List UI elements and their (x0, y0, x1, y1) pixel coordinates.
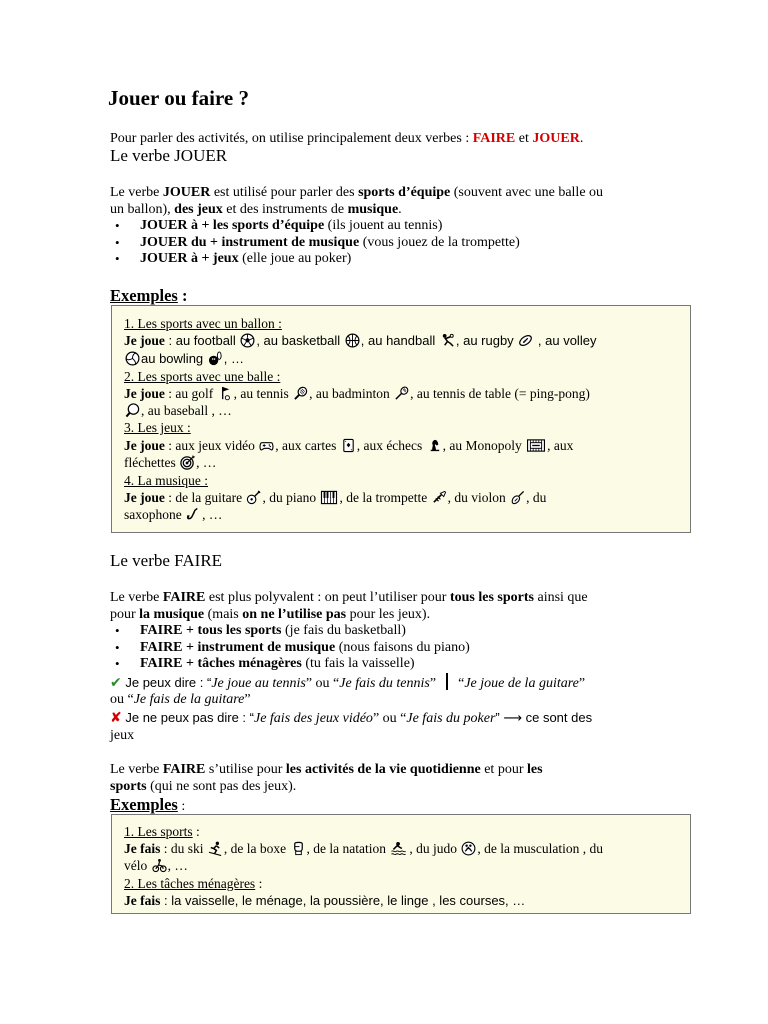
text: , de la boxe (223, 841, 290, 856)
badminton-icon (394, 386, 409, 401)
text: 2. Les tâches ménagères (124, 876, 256, 891)
text: : au football (164, 333, 240, 348)
text: et des instruments de (222, 202, 348, 217)
box1-line-12 (124, 506, 222, 523)
gamepad-icon (259, 438, 274, 453)
text: : aux jeux vidéo (164, 438, 259, 453)
text-bold: sports d’équipe (358, 185, 451, 200)
jouer-paragraph-1 (110, 184, 603, 201)
text-bold: Je joue (124, 333, 165, 348)
judo-icon (461, 841, 476, 856)
exemples-label: Exemples (110, 795, 178, 814)
text-bold: Je joue (124, 490, 165, 505)
text-bold: des jeux (174, 202, 223, 217)
text: (souvent avec une balle ou (450, 185, 604, 200)
list-item (110, 640, 470, 657)
text: (mais (204, 607, 243, 622)
bullet-bold: JOUER du + instrument de musique (140, 234, 360, 250)
text-italic: Je fais de la guitare (133, 692, 245, 707)
text: ” ou “ (372, 711, 407, 726)
football-icon (240, 333, 255, 348)
text-bold: tous les sports (449, 590, 534, 605)
boxing-icon (291, 841, 306, 856)
text: et pour (480, 762, 527, 777)
intro-et: et (515, 131, 533, 146)
text: , de la natation (306, 841, 390, 856)
text: “ (458, 676, 465, 691)
text: fléchettes (124, 455, 180, 470)
handball-icon (440, 333, 455, 348)
text: Le verbe (110, 590, 163, 605)
text: : (192, 824, 200, 839)
text: , de la trompette (339, 490, 431, 505)
rugby-icon (518, 333, 533, 348)
golf-icon (218, 386, 233, 401)
intro-jouer: JOUER (532, 131, 580, 146)
text: ” (429, 676, 437, 691)
list-item (110, 251, 520, 268)
box1-line-9 (124, 454, 216, 471)
text-bold: les activités de la vie quotidienne (285, 762, 481, 777)
text-bold: les (526, 762, 543, 777)
separator-bar (446, 673, 448, 690)
text: : au golf (164, 386, 217, 401)
text: un ballon), (110, 202, 175, 217)
text: pour (110, 607, 140, 622)
text: , au baseball , … (141, 403, 232, 418)
text: Le verbe (110, 762, 163, 777)
cards-icon (341, 438, 356, 453)
text: , … (202, 507, 223, 522)
text: vélo (124, 858, 151, 873)
text-bold: la musique (139, 607, 205, 622)
bullet-bold: FAIRE + tâches ménagères (140, 656, 302, 671)
faire-paragraph-3 (110, 761, 543, 778)
text-bold: JOUER (162, 185, 211, 200)
text: ” (244, 692, 251, 707)
basketball-icon (345, 333, 360, 348)
text: , aux cartes (275, 438, 340, 453)
text-bold: Je joue (124, 438, 165, 453)
check-icon: ✔ (110, 675, 122, 691)
text: : la vaisselle, le ménage, la poussière, le linge , les courses, … (160, 893, 526, 908)
list-item (110, 235, 520, 252)
text: , … (223, 351, 245, 366)
box1-line-7 (124, 419, 191, 436)
text: , au tennis de table (= ping-pong) (410, 386, 590, 401)
skiing-icon (208, 841, 223, 856)
text: : du ski (160, 841, 207, 856)
bullet-bold: JOUER à + les sports d’équipe (140, 218, 325, 233)
intro-end: . (579, 131, 584, 146)
text: est utilisé pour parler des (210, 185, 359, 200)
text: 1. Les sports (124, 824, 193, 839)
correct-usage-line (110, 673, 585, 692)
box1-line-1 (124, 315, 282, 332)
text: ” (578, 676, 586, 691)
text-bold: FAIRE (162, 590, 206, 605)
text: ainsi que (533, 590, 588, 605)
incorrect-usage-line-2 (110, 727, 134, 744)
text-italic: Je joue de la guitare (464, 676, 579, 691)
box1-line-8 (124, 437, 573, 454)
box2-line-3 (124, 857, 188, 874)
bullet-rest: (tu fais la vaisselle) (301, 656, 415, 671)
bullet-bold: FAIRE + instrument de musique (140, 639, 336, 655)
intro-text: Pour parler des activités, on utilise principalement deux verbes : (110, 131, 473, 146)
text: 4. La musique : (124, 473, 208, 488)
text: 1. Les sports avec un ballon : (124, 316, 282, 331)
bullet-bold: JOUER à + jeux (140, 251, 239, 266)
text: ” ⟶ ce sont des (495, 710, 593, 725)
cross-icon: ✘ (110, 710, 122, 726)
bicycle-icon (152, 858, 167, 873)
jouer-heading: Le verbe JOUER (110, 146, 228, 165)
text: : de la guitare (164, 490, 246, 505)
text: ” ou “ (305, 676, 340, 691)
exemples-heading-2 (110, 795, 185, 815)
text-bold: FAIRE (162, 762, 206, 777)
text: saxophone (124, 507, 186, 522)
box1-line-4 (124, 368, 280, 385)
correct-usage-line-2 (110, 691, 251, 708)
incorrect-usage-line (110, 709, 592, 727)
text: , … (167, 858, 188, 873)
tennis-icon (293, 386, 308, 401)
box2-line-4 (124, 875, 262, 892)
intro-paragraph (110, 130, 583, 147)
text: Je peux dire : “ (121, 675, 212, 690)
box1-line-11 (124, 489, 546, 506)
list-item (110, 218, 520, 235)
text: , du violon (447, 490, 510, 505)
box2-line-2 (124, 840, 603, 857)
text: : (255, 876, 263, 891)
bullet-bold: FAIRE + tous les sports (140, 623, 282, 638)
monopoly-board-icon (526, 438, 546, 453)
text: , au basketball (256, 333, 344, 348)
darts-icon (180, 455, 195, 470)
guitar-icon (246, 490, 261, 505)
box2-line-1 (124, 823, 200, 840)
text-bold: Je joue (124, 386, 165, 401)
bowling-icon (208, 351, 223, 366)
box2-line-5 (124, 892, 525, 909)
piano-icon (320, 490, 338, 505)
faire-bullet-list (110, 623, 470, 673)
faire-heading: Le verbe FAIRE (110, 551, 223, 570)
exemples-colon: : (177, 286, 188, 305)
text: , au handball (360, 333, 439, 348)
text: Le verbe (110, 185, 163, 200)
text: , de la musculation , du (477, 841, 603, 856)
text: , aux (547, 438, 574, 453)
intro-faire: FAIRE (472, 131, 516, 146)
ping-pong-icon (125, 403, 140, 418)
bullet-rest: (je fais du basketball) (281, 623, 406, 638)
text: (qui ne sont pas des jeux). (146, 779, 297, 794)
text: , du piano (262, 490, 320, 505)
text: s’utilise pour (205, 762, 286, 777)
text: 2. Les sports avec une balle : (124, 369, 281, 384)
box1-line-10 (124, 472, 208, 489)
saxophone-icon (186, 507, 201, 522)
bullet-rest: (nous faisons du piano) (335, 639, 470, 655)
bullet-rest: (vous jouez de la trompette) (359, 234, 520, 250)
exemples-label: Exemples (110, 286, 178, 305)
text: pour les jeux). (346, 607, 431, 622)
text-bold: musique (347, 202, 399, 217)
trumpet-icon (432, 490, 447, 505)
page-title: Jouer ou faire ? (108, 86, 249, 110)
text: , au tennis (233, 386, 293, 401)
text: 3. Les jeux : (124, 420, 191, 435)
volleyball-icon (125, 351, 140, 366)
bullet-rest: (ils jouent au tennis) (324, 218, 443, 233)
text-italic: Je joue au tennis (211, 676, 306, 691)
text-bold: sports (110, 779, 147, 794)
text-bold: Je fais (124, 841, 161, 856)
text-italic: Je fais du poker (406, 711, 496, 726)
faire-paragraph-4 (110, 778, 296, 795)
jouer-bullet-list (110, 218, 520, 268)
text: Je ne peux pas dire : “ (121, 710, 254, 725)
box1-line-2 (124, 332, 596, 349)
text: , au rugby (455, 333, 518, 348)
swimming-icon (390, 841, 408, 856)
text: , au badminton (309, 386, 394, 401)
box1-line-6 (124, 402, 232, 419)
text: ou “ (110, 692, 134, 707)
violin-icon (510, 490, 525, 505)
text: , aux échecs (356, 438, 426, 453)
text-bold: on ne l’utilise pas (242, 607, 347, 622)
text: . (398, 202, 402, 217)
text: , du (526, 490, 547, 505)
jouer-paragraph-2 (110, 201, 402, 218)
faire-paragraph-1 (110, 589, 588, 606)
text: , … (196, 455, 217, 470)
text: jeux (110, 728, 135, 743)
chess-icon (427, 438, 442, 453)
list-item (110, 623, 470, 640)
text-italic: Je fais des jeux vidéo (253, 711, 373, 726)
box1-line-5 (124, 385, 590, 402)
text: , au Monopoly (442, 438, 526, 453)
faire-paragraph-2 (110, 606, 430, 623)
text-bold: Je fais (124, 893, 161, 908)
text: au bowling (141, 351, 207, 366)
exemples-colon: : (177, 799, 186, 814)
exemples-heading-1 (110, 286, 187, 306)
text-italic: Je fais du tennis (339, 676, 430, 691)
text: est plus polyvalent : on peut l’utiliser pour (205, 590, 450, 605)
text: , du judo (409, 841, 461, 856)
text: , au volley (534, 333, 597, 348)
bullet-rest: (elle joue au poker) (238, 251, 352, 266)
list-item (110, 656, 470, 673)
box1-line-3 (124, 350, 244, 367)
